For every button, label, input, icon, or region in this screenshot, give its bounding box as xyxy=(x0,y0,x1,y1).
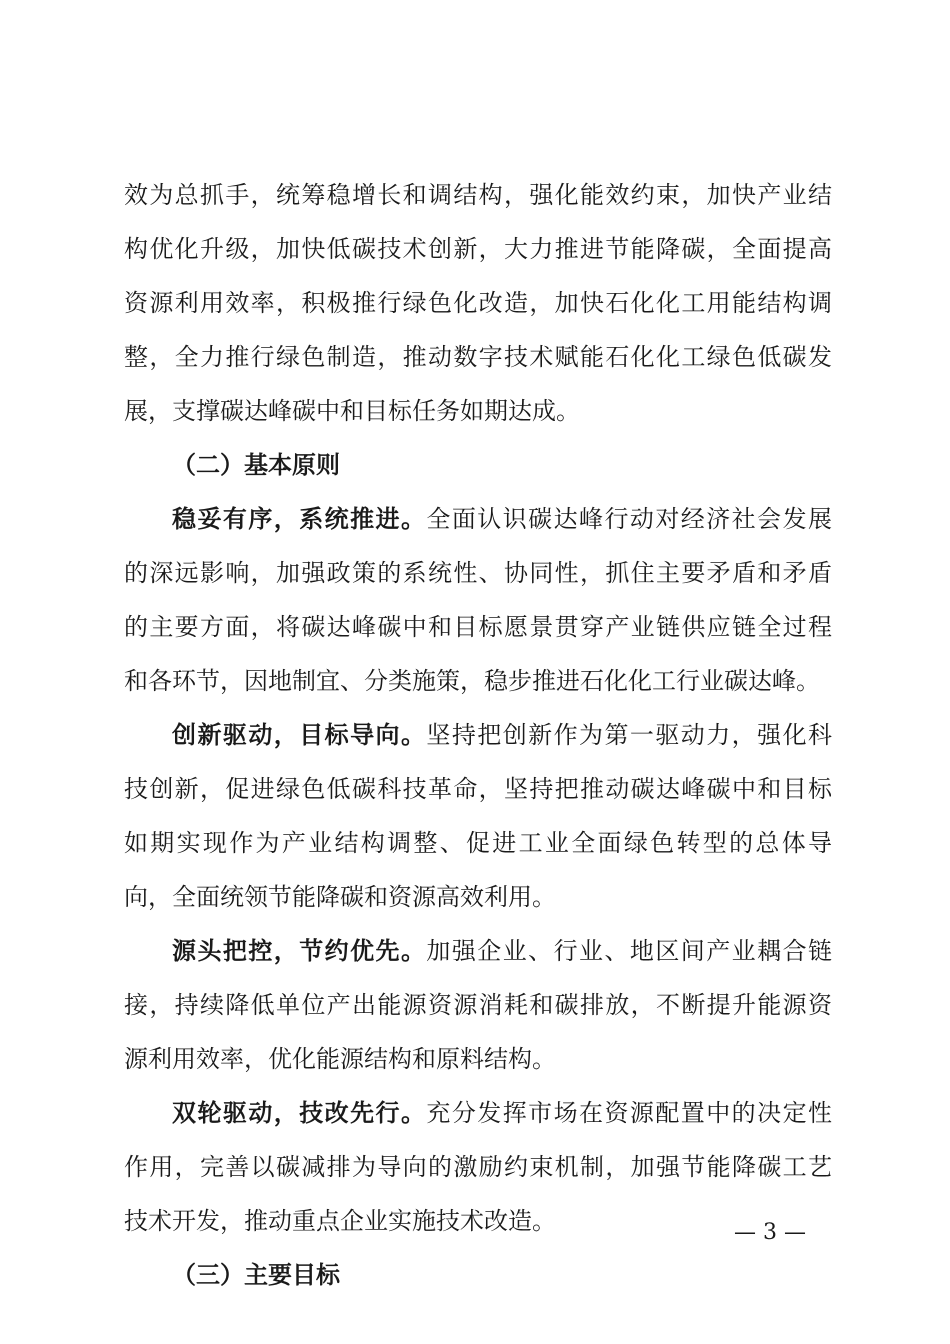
principle-text: 坚持把创新作为第一驱动力，强化科 xyxy=(426,721,832,749)
text-line: 源利用效率，优化能源结构和原料结构。 xyxy=(124,1045,556,1073)
text-line: 效为总抓手，统筹稳增长和调结构，强化能效约束，加快产业结 xyxy=(124,181,832,209)
section-heading-basic-principles: （二）基本原则 xyxy=(172,450,340,479)
paragraph-first-line xyxy=(124,1086,832,1140)
section-heading-main-targets: （三）主要目标 xyxy=(172,1260,340,1289)
principle-lead: 双轮驱动，技改先行。 xyxy=(172,1098,427,1127)
text-line: 接，持续降低单位产出能源资源消耗和碳排放，不断提升能源资 xyxy=(124,991,832,1019)
paragraph-first-line xyxy=(124,708,832,762)
text-line: 技创新，促进绿色低碳科技革命，坚持把推动碳达峰碳中和目标 xyxy=(124,775,832,803)
text-line: 展，支撑碳达峰碳中和目标任务如期达成。 xyxy=(124,397,580,425)
document-body xyxy=(124,168,832,1302)
principle-text: 加强企业、行业、地区间产业耦合链 xyxy=(426,937,832,965)
page-number: — 3 — xyxy=(734,1220,806,1245)
principle-paragraph-3 xyxy=(124,924,832,1086)
principle-lead: 源头把控，节约优先。 xyxy=(172,936,427,965)
paragraph-first-line xyxy=(124,492,832,546)
principle-lead: 稳妥有序，系统推进。 xyxy=(172,504,427,533)
text-line: 作用，完善以碳减排为导向的激励约束机制，加强节能降碳工艺 xyxy=(124,1153,832,1181)
text-line: 和各环节，因地制宜、分类施策，稳步推进石化化工行业碳达峰。 xyxy=(124,667,820,695)
principle-lead: 创新驱动，目标导向。 xyxy=(172,720,427,749)
paragraph-first-line xyxy=(124,924,832,978)
text-line: 构优化升级，加快低碳技术创新，大力推进节能降碳，全面提高 xyxy=(124,235,832,263)
principle-paragraph-1 xyxy=(124,492,832,708)
text-line: 的深远影响，加强政策的系统性、协同性，抓住主要矛盾和矛盾 xyxy=(124,559,832,587)
intro-paragraph xyxy=(124,168,832,438)
principle-paragraph-2 xyxy=(124,708,832,924)
text-line: 技术开发，推动重点企业实施技术改造。 xyxy=(124,1207,556,1235)
text-line: 整，全力推行绿色制造，推动数字技术赋能石化化工绿色低碳发 xyxy=(124,343,832,371)
text-line: 向，全面统领节能降碳和资源高效利用。 xyxy=(124,883,556,911)
text-line: 的主要方面，将碳达峰碳中和目标愿景贯穿产业链供应链全过程 xyxy=(124,613,832,641)
principle-text: 全面认识碳达峰行动对经济社会发展 xyxy=(426,505,832,533)
text-line: 资源利用效率，积极推行绿色化改造，加快石化化工用能结构调 xyxy=(124,289,832,317)
principle-text: 充分发挥市场在资源配置中的决定性 xyxy=(426,1099,832,1127)
text-line: 如期实现作为产业结构调整、促进工业全面绿色转型的总体导 xyxy=(124,829,832,857)
